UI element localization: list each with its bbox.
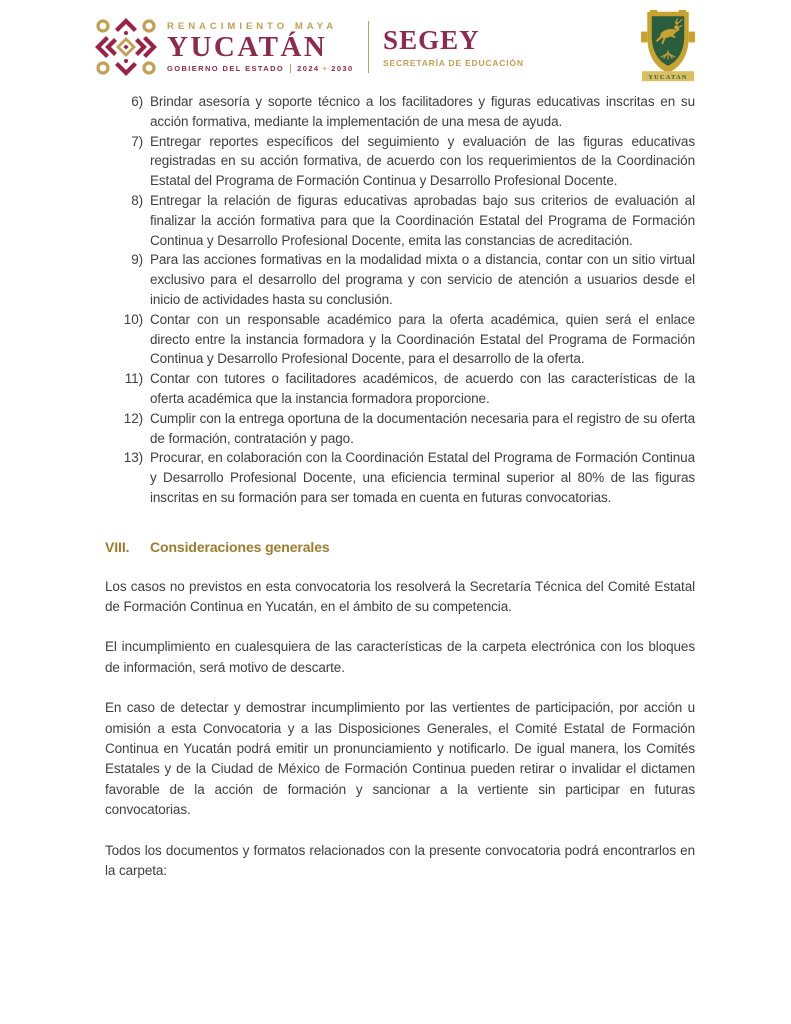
list-item-text: Procurar, en colaboración con la Coordinación Estatal del Programa de Formación Continua y Desarrollo Profesional Docente, una eficiencia terminal superior al 80% de las figuras inscritas en su formación para ser tomada en cuenta en futuras convocatorias. <box>150 450 695 505</box>
section-number: VIII. <box>105 538 130 555</box>
header-divider <box>368 21 370 73</box>
list-item-number: 12) <box>123 410 143 426</box>
document-body <box>105 92 695 901</box>
list-item-number: 6) <box>131 94 143 109</box>
page-header <box>95 10 695 84</box>
list-item-text: Para las acciones formativas en la modalidad mixta o a distancia, contar con un sitio virtual exclusivo para el desarrollo del programa y con servicio de atención a usuarios desde el inicio de actividades hasta su conclusión. <box>150 252 695 307</box>
period-start: 2024 <box>297 64 320 74</box>
brand-government-label: GOBIERNO DEL ESTADO <box>167 64 285 74</box>
segey-brand <box>383 24 524 68</box>
list-item <box>105 132 695 191</box>
list-item-number: 9) <box>131 252 143 268</box>
shield-banner-text: YUCATAN <box>648 73 688 81</box>
list-item <box>105 310 695 369</box>
list-item <box>105 369 695 409</box>
section-heading <box>105 538 695 558</box>
brand-period <box>297 64 353 73</box>
period-separator: + <box>322 64 329 74</box>
list-item <box>105 92 695 132</box>
brand-wordmark <box>167 21 354 73</box>
list-item-text: Brindar asesoría y soporte técnico a los facilitadores y figuras educativas inscritas en su acción formativa, mediante la implementación de una mesa de ayuda. <box>150 94 695 129</box>
list-item-text: Entregar reportes específicos del seguimiento y evaluación de las figuras educativas registradas en su acción formativa, de acuerdo con los requerimientos de la Coordinación Estatal del Programa de Formación Continua y Desarrollo Profesional Docente. <box>150 133 695 189</box>
yucatan-brand <box>95 18 354 76</box>
list-item-text: Cumplir con la entrega oportuna de la documentación necesaria para el registro de su oferta de formación, contratación y pago. <box>150 410 695 446</box>
list-item-text: Contar con tutores o facilitadores académicos, de acuerdo con las características de la oferta académica que la instancia formadora proporcione. <box>150 371 695 406</box>
paragraph: Los casos no previstos en esta convocatoria los resolverá la Secretaría Técnica del Comité Estatal de Formación Continua en Yucatán, en el ámbito de su competencia. <box>105 578 695 614</box>
brand-government-line <box>167 64 354 73</box>
gold-bar-separator <box>290 64 291 73</box>
list-item-number: 8) <box>131 192 143 208</box>
section-title: Consideraciones generales <box>150 538 330 555</box>
list-item-number: 13) <box>123 450 143 466</box>
list-item-number: 7) <box>131 133 143 149</box>
period-end: 2030 <box>331 64 354 74</box>
list-item-number: 11) <box>124 371 143 387</box>
list-item <box>105 448 695 507</box>
paragraph: Todos los documentos y formatos relacionados con la presente convocatoria podrá encontrarlos en la carpeta: <box>105 842 695 878</box>
brand-state-name: YUCATÁN <box>167 30 328 63</box>
maya-glyph-icon <box>95 18 157 76</box>
brand-tagline: RENACIMIENTO MAYA <box>167 20 338 32</box>
list-item-text: Entregar la relación de figuras educativas aprobadas bajo sus criterios de evaluación al finalizar la acción formativa para que la Coordinación Estatal del Programa de Formación Continua y Desarrollo Profesional Docente, emita las constancias de acreditación. <box>150 192 695 248</box>
segey-subtitle: SECRETARÍA DE EDUCACIÓN <box>383 57 524 68</box>
segey-acronym: SEGEY <box>383 24 480 55</box>
list-item-number: 10) <box>123 311 143 327</box>
list-item-text: Contar con un responsable académico para la oferta académica, quien será el enlace directo entre la instancia formadora y la Coordinación Estatal del Programa de Formación Continua y Desarrollo Profesional Docente, para el desarrollo de la oferta. <box>150 311 695 367</box>
list-item <box>105 191 695 250</box>
list-item <box>105 409 695 449</box>
paragraph: El incumplimiento en cualesquiera de las características de la carpeta electrónica con los bloques de información, será motivo de descarte. <box>105 639 695 675</box>
paragraph: En caso de detectar y demostrar incumplimiento por las vertientes de participación, por acción u omisión a esta Convocatoria y a las Disposiciones Generales, el Comité Estatal de Formación Continua en Yucatán podrá emitir un pronunciamiento y notificarlo. De igual manera, los Comités Estatales y de la Ciudad de México de Formación Continua pueden retirar o invalidar el dictamen favorable de la acción de formación y sancionar a la vertiente sin participar en futuras convocatorias. <box>105 700 695 818</box>
list-item <box>105 250 695 309</box>
yucatan-shield-icon <box>641 10 695 87</box>
